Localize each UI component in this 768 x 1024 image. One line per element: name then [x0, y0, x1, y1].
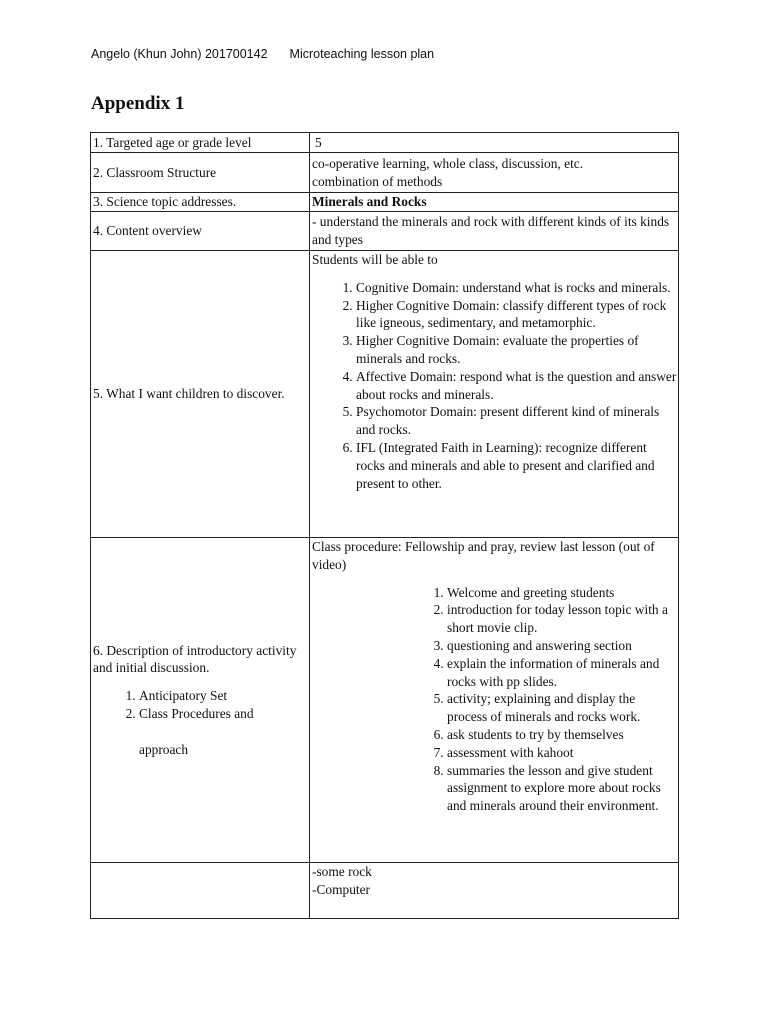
row-label-materials [91, 863, 310, 919]
activity-label-extra: approach [139, 741, 189, 757]
lesson-plan-table [90, 132, 679, 919]
appendix-heading: Appendix 1 [91, 93, 185, 114]
materials-line-2: -Computer [312, 881, 371, 897]
list-item: 4. explain the information of minerals and rocks with pp slides. [447, 655, 677, 691]
procedure-list [312, 584, 677, 815]
list-item: 2. introduction for today lesson topic with a short movie clip. [447, 601, 677, 637]
table-row [91, 251, 679, 538]
materials-line-1: -some rock [312, 864, 372, 879]
row-value-materials [310, 863, 679, 919]
list-item: 4. Affective Domain: respond what is the question and answer about rocks and minerals. [356, 368, 677, 404]
list-item: 2. Higher Cognitive Domain: classify different types of rock like igneous, sedimentary, and metamorphic. [356, 297, 677, 333]
list-item: 7. assessment with kahoot [447, 744, 677, 762]
structure-line-2: combination of methods [312, 173, 443, 189]
row-value-structure [310, 153, 679, 193]
table-row [91, 212, 679, 251]
row-label-activity [91, 538, 310, 863]
list-item: 1. Welcome and greeting students [447, 584, 677, 602]
author-id: Angelo (Khun John) 201700142 [91, 47, 268, 61]
table-row [91, 133, 679, 153]
activity-label-list [93, 687, 308, 723]
row-value-age: 5 [310, 133, 679, 153]
table-row [91, 863, 679, 919]
row-label-overview: 4. Content overview [91, 212, 310, 251]
document-title: Microteaching lesson plan [289, 47, 435, 61]
list-item: 8. summaries the lesson and give student assignment to explore more about rocks and minerals around their environment. [447, 762, 677, 815]
row-value-overview: - understand the minerals and rock with different kinds of its kinds and types [310, 212, 679, 251]
row-value-discover [310, 251, 679, 538]
row-label-discover: 5. What I want children to discover. [91, 251, 310, 538]
activity-intro: Class procedure: Fellowship and pray, review last lesson (out of video) [312, 539, 655, 572]
document-header [91, 47, 434, 61]
table-row [91, 153, 679, 193]
row-label-age: 1. Targeted age or grade level [91, 133, 310, 153]
list-item: 2. Class Procedures and [139, 705, 308, 723]
table-row [91, 538, 679, 863]
row-label-structure: 2. Classroom Structure [91, 153, 310, 193]
list-item: 1. Anticipatory Set [139, 687, 308, 705]
table-row [91, 193, 679, 212]
list-item: 3. questioning and answering section [447, 637, 677, 655]
objectives-list [312, 279, 677, 493]
structure-line-1: co-operative learning, whole class, discussion, etc. [312, 155, 584, 171]
row-label-topic: 3. Science topic addresses. [91, 193, 310, 212]
row-value-activity [310, 538, 679, 863]
list-item: 5. activity; explaining and display the process of minerals and rocks work. [447, 690, 677, 726]
list-item: 1. Cognitive Domain: understand what is rocks and minerals. [356, 279, 677, 297]
list-item: 5. Psychomotor Domain: present different kind of minerals and rocks. [356, 403, 677, 439]
discover-intro: Students will be able to [312, 252, 438, 267]
list-item: 3. Higher Cognitive Domain: evaluate the properties of minerals and rocks. [356, 332, 677, 368]
activity-label: 6. Description of introductory activity and initial discussion. [93, 642, 297, 676]
list-item: 6. IFL (Integrated Faith in Learning): recognize different rocks and minerals and able to present and clarified and present to other. [356, 439, 677, 492]
list-item: 6. ask students to try by themselves [447, 726, 677, 744]
row-value-topic: Minerals and Rocks [310, 193, 679, 212]
